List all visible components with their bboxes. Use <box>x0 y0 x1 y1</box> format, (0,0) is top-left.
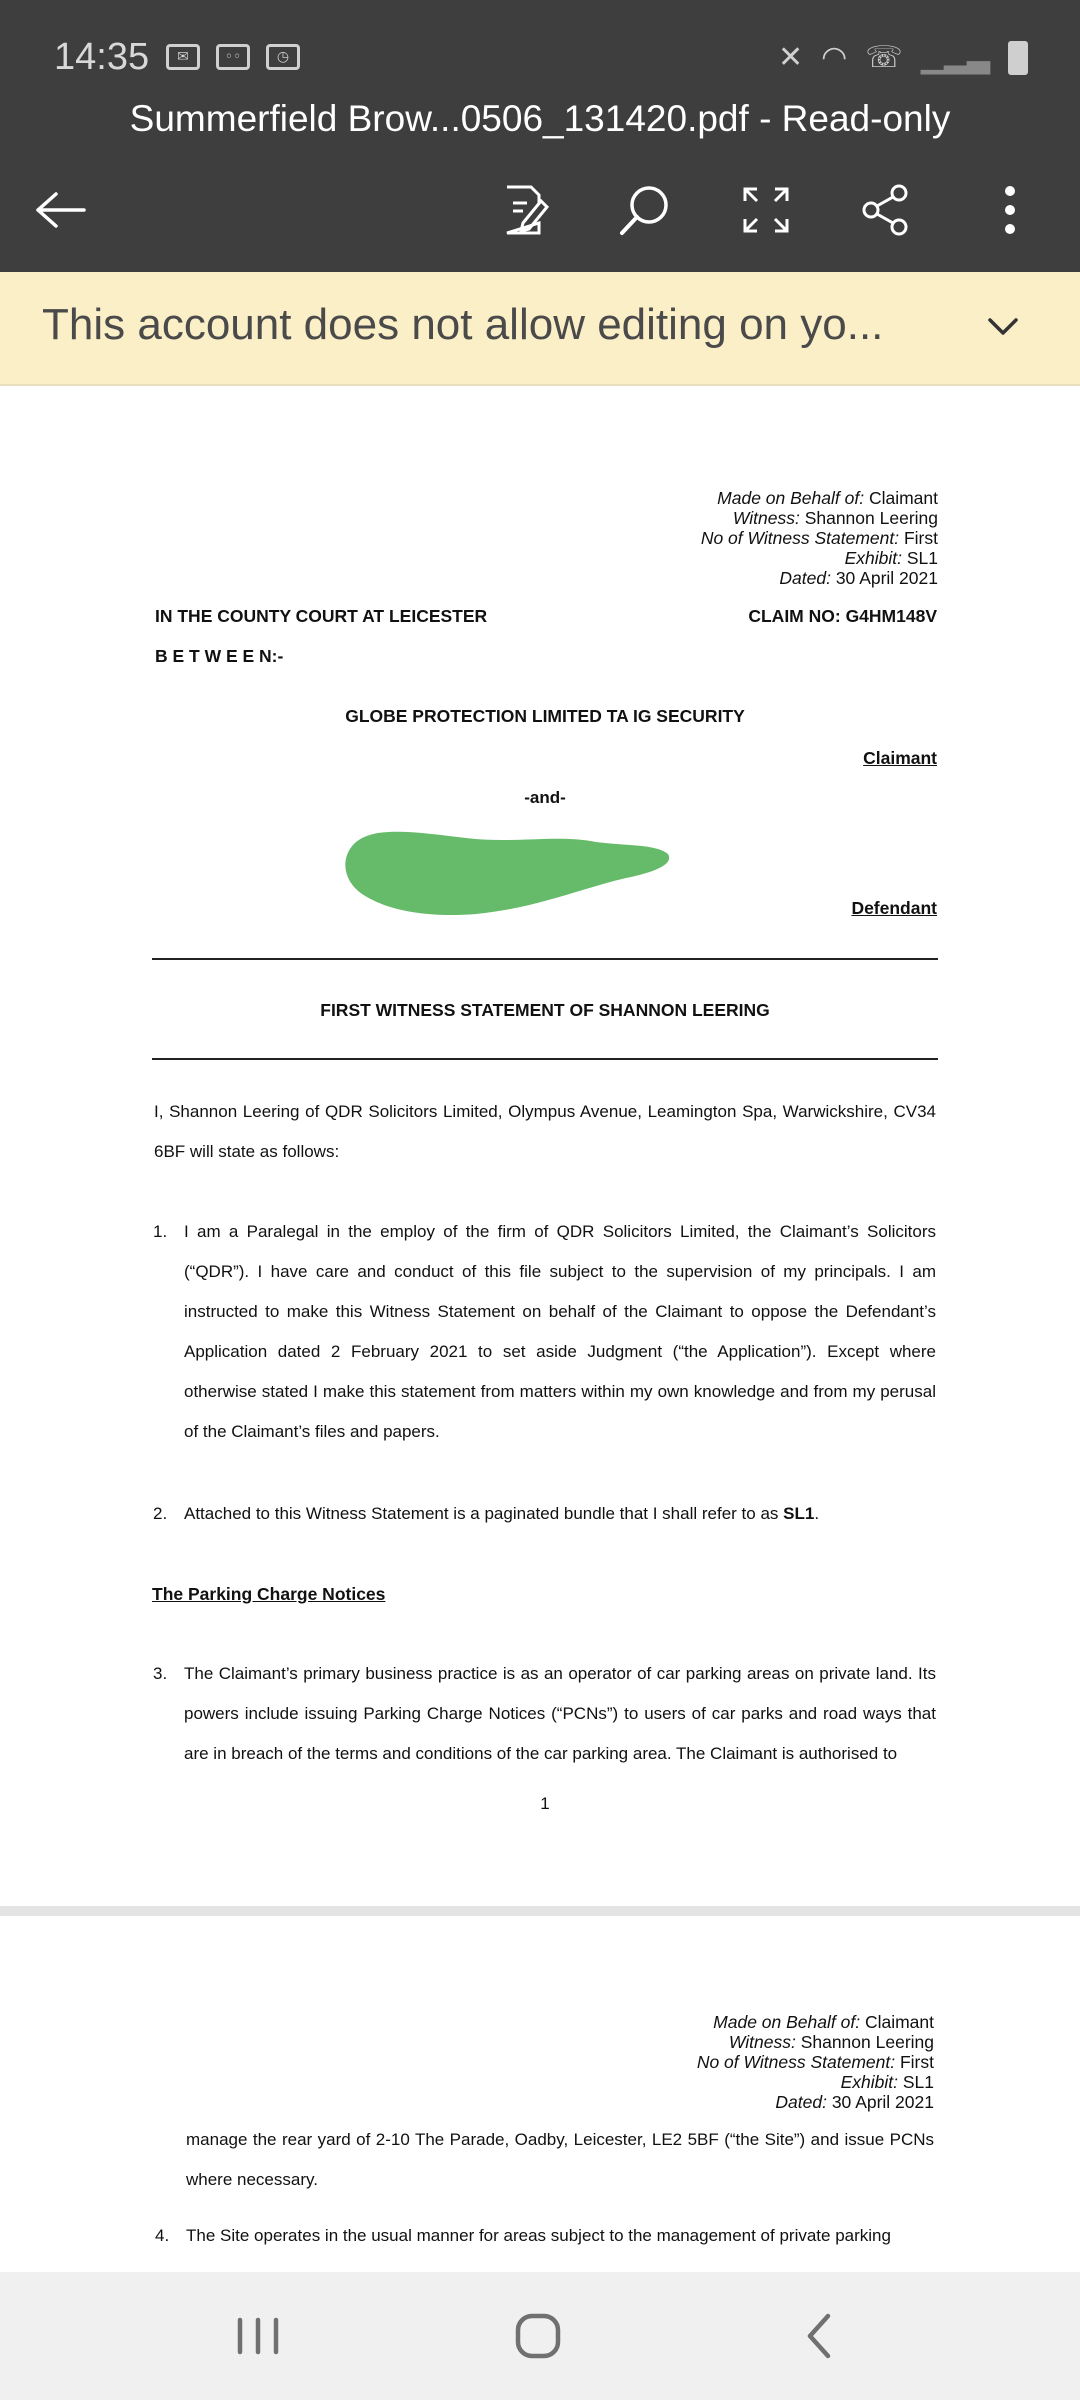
back-icon[interactable] <box>790 2306 850 2366</box>
signal-icon: ▁▂▃ <box>920 40 990 75</box>
paragraph-number: 1. <box>153 1222 168 1241</box>
paragraph-1: I am a Paralegal in the employ of the firm of QDR Solicitors Limited, the Claimant’s Solicitors (“QDR”). I have care and conduct of this file subject to the supervision of my principals. I am instructed to make this Witness Statement on behalf of the Claimant to oppose the Defendant’s Application dated 2 February 2021 to set aside Judgment (“the Application”). Except where otherwise stated I make this statement from matters within my own knowledge and from my perusal of the Claimant’s files and papers. <box>184 1222 936 1441</box>
page-header: Made on Behalf of: Claimant Witness: Shannon Leering No of Witness Statement: First Exhibit: SL1 Dated: 30 April 2021 <box>700 488 938 588</box>
search-icon[interactable] <box>614 180 674 240</box>
battery-icon <box>1008 41 1028 75</box>
claim-number: CLAIM NO: G4HM148V <box>748 606 937 626</box>
voicemail-icon: ◦◦ <box>216 44 250 70</box>
notification-icons <box>166 44 300 70</box>
paragraph-4: The Site operates in the usual manner for areas subject to the management of private parking <box>186 2226 891 2245</box>
more-icon[interactable] <box>980 180 1040 240</box>
document-title: Summerfield Brow...0506_131420.pdf - Read-only <box>129 98 951 139</box>
claimant-label: Claimant <box>863 748 937 768</box>
mute-icon: ✕ <box>777 40 804 75</box>
statement-title: FIRST WITNESS STATEMENT OF SHANNON LEERING <box>320 1000 770 1020</box>
toolbar <box>0 180 1080 240</box>
paragraph-number: 4. <box>155 2226 170 2245</box>
claimant-name: GLOBE PROTECTION LIMITED TA IG SECURITY <box>345 706 745 726</box>
continued-paragraph: manage the rear yard of 2-10 The Parade, Oadby, Leicester, LE2 5BF (“the Site”) and issue PCNs where necessary. <box>186 2130 934 2189</box>
wifi-icon: ◠ <box>821 40 848 75</box>
paragraph-3: The Claimant’s primary business practice is as an operator of car parking areas on private land. Its powers include issuing Parking Charge Notices (“PCNs”) to users of car parks and road ways that are in breach of the terms and conditions of the car parking area. The Claimant is authorised to <box>184 1664 936 1763</box>
banner-text: This account does not allow editing on yo... <box>42 300 884 349</box>
recent-apps-icon[interactable] <box>228 2306 288 2366</box>
system-nav-bar <box>0 2272 1080 2400</box>
redaction-scribble <box>336 824 676 924</box>
chevron-down-icon[interactable] <box>978 302 1028 352</box>
read-only-banner[interactable] <box>0 272 1080 386</box>
paragraph-2: Attached to this Witness Statement is a paginated bundle that I shall refer to as SL1. <box>184 1504 820 1523</box>
fullscreen-icon[interactable] <box>736 180 796 240</box>
edit-icon[interactable] <box>496 180 556 240</box>
status-time: 14:35 <box>54 36 150 78</box>
divider <box>152 958 938 960</box>
share-icon[interactable] <box>856 180 916 240</box>
court-name: IN THE COUNTY COURT AT LEICESTER <box>155 606 488 626</box>
defendant-label: Defendant <box>851 898 937 918</box>
between-label: B E T W E E N:- <box>155 646 284 666</box>
pdf-page-2 <box>0 1916 1080 2272</box>
intro-paragraph: I, Shannon Leering of QDR Solicitors Limited, Olympus Avenue, Leamington Spa, Warwickshire, CV34 6BF will state as follows: <box>154 1102 936 1161</box>
and-label: -and- <box>524 788 566 807</box>
home-icon[interactable] <box>506 2304 570 2368</box>
back-arrow-icon[interactable] <box>30 180 90 240</box>
divider <box>152 1058 938 1060</box>
system-icons <box>778 40 1028 75</box>
section-heading: The Parking Charge Notices <box>152 1584 386 1604</box>
pdf-page-1 <box>0 386 1080 1906</box>
clock-icon: ◷ <box>266 44 300 70</box>
outlook-icon: ✉ <box>166 44 200 70</box>
app-bar <box>0 0 1080 272</box>
page-header: Made on Behalf of: Claimant Witness: Shannon Leering No of Witness Statement: First Exhibit: SL1 Dated: 30 April 2021 <box>696 2012 934 2112</box>
paragraph-number: 2. <box>153 1504 168 1523</box>
wifi-calling-icon: ☏ <box>865 40 903 75</box>
paragraph-number: 3. <box>153 1664 168 1683</box>
page-separator <box>0 1906 1080 1916</box>
page-number: 1 <box>540 1794 550 1813</box>
